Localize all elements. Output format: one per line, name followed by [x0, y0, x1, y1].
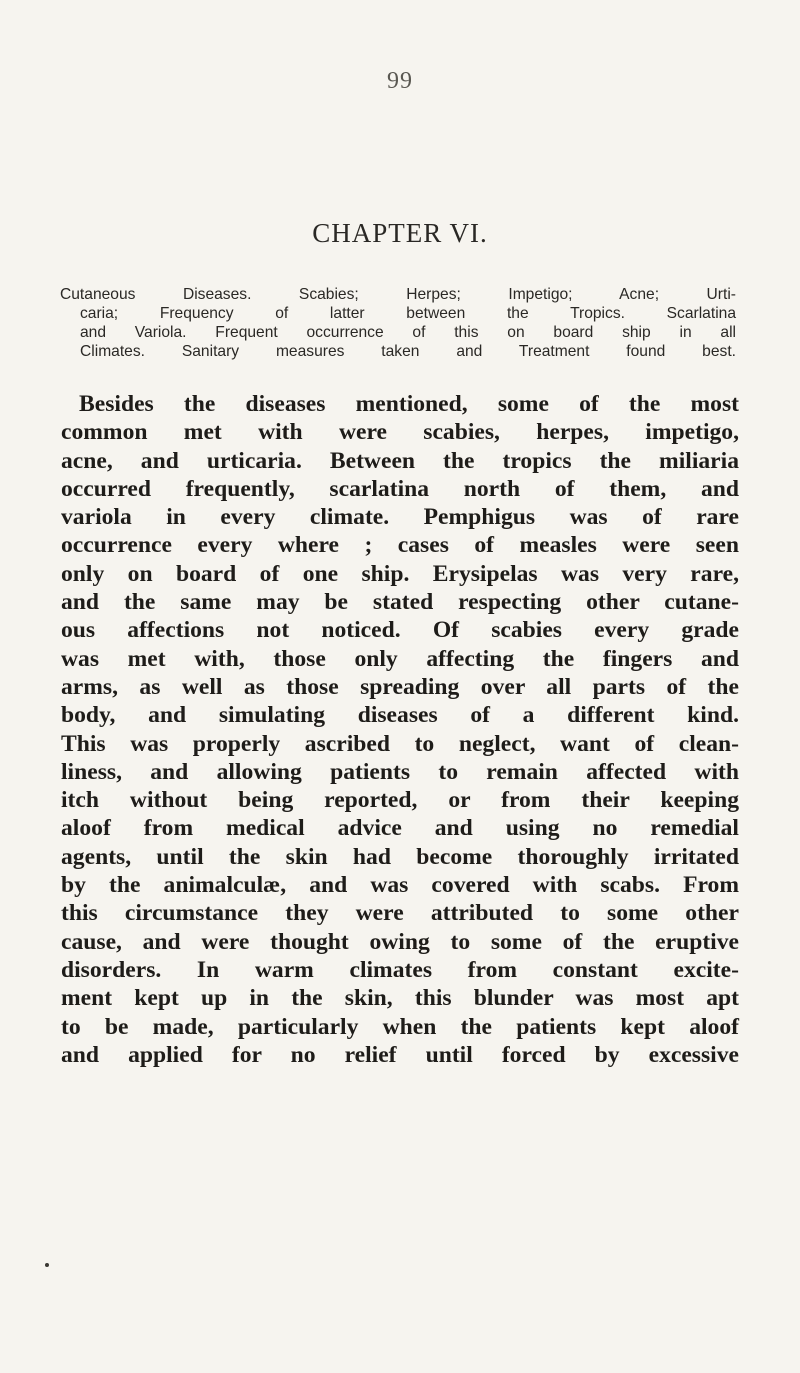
body-line: occurred frequently, scarlatina north of them, and — [61, 475, 739, 502]
body-line: this circumstance they were attributed to some other — [61, 900, 739, 927]
body-line: was met with, those only affecting the fingers and — [61, 645, 739, 672]
chapter-summary — [60, 285, 736, 361]
body-line: variola in every climate. Pemphigus was of rare — [61, 504, 739, 531]
body-line: ment kept up in the skin, this blunder was most apt — [61, 985, 739, 1012]
chapter-title: CHAPTER VI. — [312, 218, 488, 248]
body-line: and applied for no relief until forced by excessive — [61, 1041, 739, 1068]
body-line: Besides the diseases mentioned, some of the most — [79, 391, 739, 417]
body-line: common met with were scabies, herpes, impetigo, — [61, 419, 739, 446]
body-line: itch without being reported, or from their keeping — [61, 787, 739, 814]
body-line: only on board of one ship. Erysipelas was very rare, — [61, 560, 739, 587]
body-line: body, and simulating diseases of a different kind. — [61, 702, 739, 729]
summary-line: and Variola. Frequent occurrence of this on board ship in all — [80, 324, 736, 341]
body-line: liness, and allowing patients to remain affected with — [61, 758, 739, 785]
body-line: to be made, particularly when the patients kept aloof — [61, 1013, 739, 1040]
summary-line: Cutaneous Diseases. Scabies; Herpes; Impetigo; Acne; Urti- — [60, 286, 736, 303]
margin-mark — [45, 1263, 49, 1267]
summary-line: Climates. Sanitary measures taken and Treatment found best. — [80, 343, 736, 360]
body-line: This was properly ascribed to neglect, want of clean- — [61, 730, 739, 757]
body-line: aloof from medical advice and using no remedial — [61, 815, 739, 842]
body-line: agents, until the skin had become thoroughly irritated — [61, 843, 739, 870]
body-line: occurrence every where ; cases of measles were seen — [61, 532, 739, 559]
body-line: ous affections not noticed. Of scabies every grade — [61, 617, 739, 644]
body-text — [61, 390, 739, 1069]
body-line: by the animalculæ, and was covered with scabs. From — [61, 872, 739, 899]
body-line: and the same may be stated respecting other cutane- — [61, 589, 739, 616]
body-line: arms, as well as those spreading over all parts of the — [61, 673, 739, 700]
summary-line: caria; Frequency of latter between the Tropics. Scarlatina — [80, 305, 736, 322]
page-number: 99 — [387, 68, 413, 94]
body-line: disorders. In warm climates from constant excite- — [61, 956, 739, 983]
body-line: acne, and urticaria. Between the tropics the miliaria — [61, 447, 739, 474]
body-line: cause, and were thought owing to some of the eruptive — [61, 928, 739, 955]
